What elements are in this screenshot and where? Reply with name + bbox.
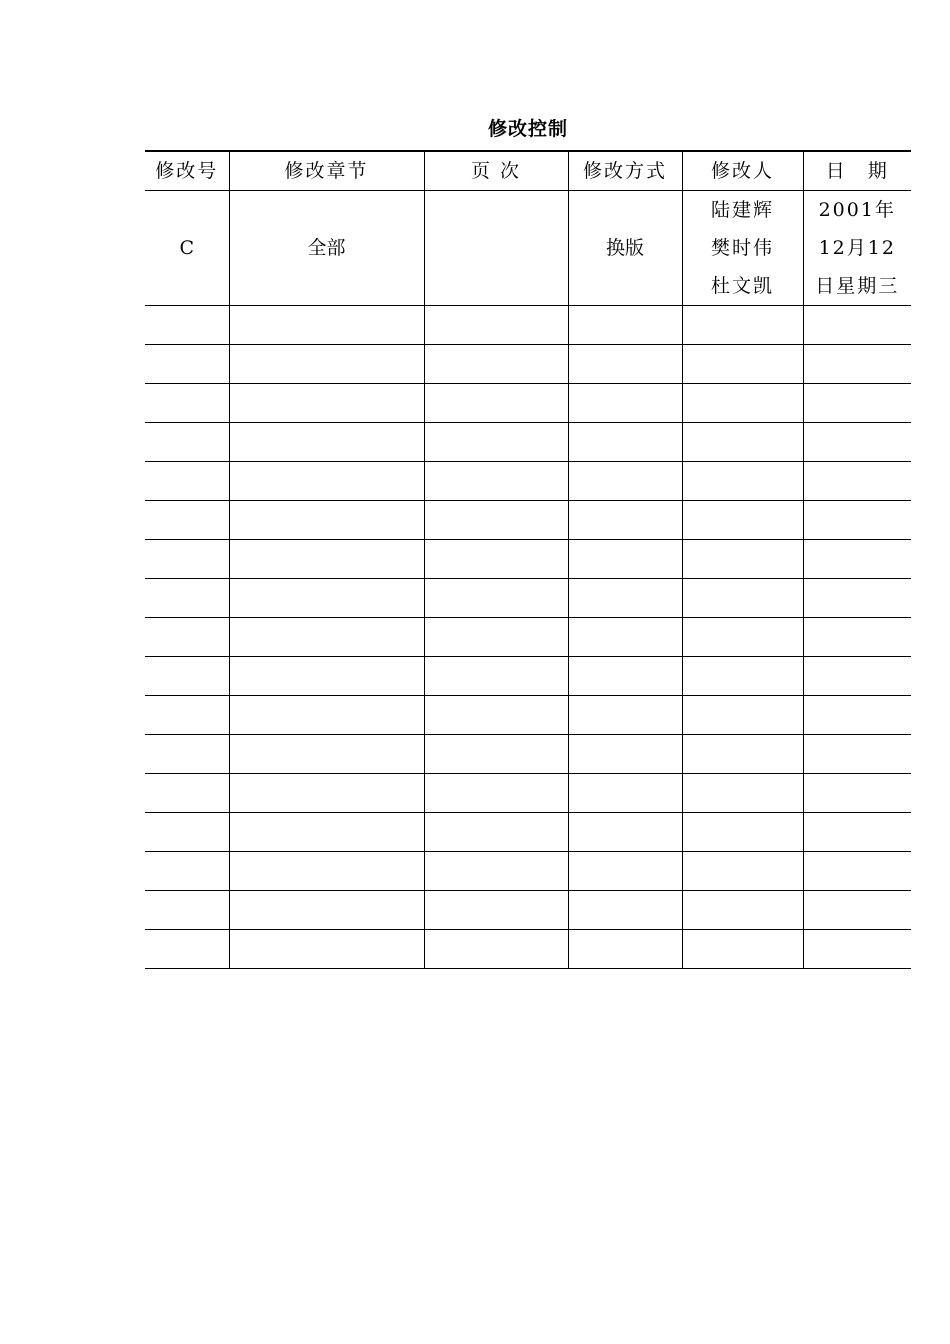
revision-no-cell (145, 345, 229, 384)
method-cell (568, 501, 682, 540)
revision-no-cell (145, 696, 229, 735)
table-row (145, 384, 911, 423)
pages-cell (424, 384, 568, 423)
date-cell (803, 501, 911, 540)
modifier-cell (682, 774, 803, 813)
modifier-name: 樊时伟 (710, 237, 774, 259)
date-cell (803, 423, 911, 462)
revision-no-cell (145, 423, 229, 462)
table-row (145, 540, 911, 579)
table-row (145, 930, 911, 969)
column-header-method: 修改方式 (568, 151, 682, 191)
section-cell (229, 696, 424, 735)
column-header-revision-no: 修改号 (145, 151, 229, 191)
section-cell (229, 813, 424, 852)
method-cell (568, 696, 682, 735)
method-cell (568, 618, 682, 657)
date-cell (803, 696, 911, 735)
modifier-cell (682, 618, 803, 657)
date-cell (803, 657, 911, 696)
table-row (145, 696, 911, 735)
date-cell (803, 306, 911, 345)
table-row (145, 579, 911, 618)
page-title: 修改控制 (487, 118, 568, 140)
method-cell (568, 579, 682, 618)
modifier-cell (682, 579, 803, 618)
modifier-name: 陆建辉 (710, 199, 774, 221)
date-line: 日星期三 (815, 275, 900, 297)
section-cell (229, 462, 424, 501)
modifier-cell (682, 423, 803, 462)
revision-no-cell (145, 891, 229, 930)
revision-no-cell (145, 306, 229, 345)
column-header-modifier: 修改人 (682, 151, 803, 191)
method-cell (568, 384, 682, 423)
modifier-cell (682, 191, 803, 306)
method-cell (568, 306, 682, 345)
table-row (145, 657, 911, 696)
table-row (145, 306, 911, 345)
method-cell (568, 423, 682, 462)
revision-no-cell (145, 852, 229, 891)
date-cell (803, 540, 911, 579)
method-cell (568, 657, 682, 696)
table-row (145, 618, 911, 657)
modifier-name: 杜文凯 (710, 275, 774, 297)
column-header-pages: 页 次 (424, 151, 568, 191)
table-row (145, 735, 911, 774)
method-cell (568, 891, 682, 930)
pages-cell (424, 501, 568, 540)
section-cell (229, 852, 424, 891)
modifier-cell (682, 813, 803, 852)
revision-control-table (145, 150, 911, 969)
column-header-date: 日 期 (803, 151, 911, 191)
pages-cell (424, 774, 568, 813)
section-cell (229, 774, 424, 813)
pages-cell (424, 423, 568, 462)
revision-no-cell (145, 540, 229, 579)
table-row (145, 191, 911, 306)
pages-cell (424, 191, 568, 306)
date-cell (803, 345, 911, 384)
pages-cell (424, 813, 568, 852)
table-row (145, 345, 911, 384)
date-cell (803, 384, 911, 423)
method-cell (568, 735, 682, 774)
revision-no-cell (145, 930, 229, 969)
pages-cell (424, 696, 568, 735)
pages-cell (424, 657, 568, 696)
modifier-cell (682, 735, 803, 774)
section-cell: 全部 (229, 191, 424, 306)
modifier-cell (682, 462, 803, 501)
revision-no-cell (145, 618, 229, 657)
table-row (145, 813, 911, 852)
modifier-cell (682, 930, 803, 969)
modifier-cell (682, 696, 803, 735)
table-row (145, 852, 911, 891)
pages-cell (424, 345, 568, 384)
section-cell (229, 618, 424, 657)
date-cell (803, 813, 911, 852)
section-cell (229, 306, 424, 345)
modifier-cell (682, 345, 803, 384)
pages-cell (424, 891, 568, 930)
section-cell (229, 345, 424, 384)
date-cell (803, 735, 911, 774)
revision-no-cell (145, 384, 229, 423)
pages-cell (424, 306, 568, 345)
section-cell (229, 930, 424, 969)
method-cell (568, 813, 682, 852)
section-cell (229, 891, 424, 930)
modifier-cell (682, 501, 803, 540)
revision-no-cell (145, 774, 229, 813)
revision-no-cell: C (145, 191, 229, 306)
revision-no-cell (145, 462, 229, 501)
modifier-cell (682, 891, 803, 930)
date-line: 2001年 (818, 199, 896, 221)
date-cell (803, 891, 911, 930)
date-cell (803, 618, 911, 657)
pages-cell (424, 618, 568, 657)
date-cell (803, 852, 911, 891)
section-cell (229, 579, 424, 618)
revision-no-cell (145, 501, 229, 540)
modifier-cell (682, 540, 803, 579)
modifier-cell (682, 384, 803, 423)
method-cell (568, 774, 682, 813)
date-cell (803, 579, 911, 618)
table-row (145, 462, 911, 501)
revision-no-cell (145, 813, 229, 852)
pages-cell (424, 462, 568, 501)
section-cell (229, 735, 424, 774)
pages-cell (424, 852, 568, 891)
section-cell (229, 384, 424, 423)
column-header-section: 修改章节 (229, 151, 424, 191)
table-row (145, 891, 911, 930)
date-cell (803, 930, 911, 969)
date-line: 12月12 (818, 237, 896, 259)
pages-cell (424, 579, 568, 618)
revision-no-cell (145, 735, 229, 774)
revision-no-cell (145, 579, 229, 618)
date-cell (803, 191, 911, 306)
section-cell (229, 657, 424, 696)
table-row (145, 501, 911, 540)
modifier-cell (682, 657, 803, 696)
pages-cell (424, 735, 568, 774)
method-cell (568, 462, 682, 501)
table-header-row (145, 151, 911, 191)
revision-no-cell (145, 657, 229, 696)
method-cell (568, 930, 682, 969)
method-cell (568, 345, 682, 384)
section-cell (229, 501, 424, 540)
date-cell (803, 774, 911, 813)
method-cell (568, 540, 682, 579)
table-row (145, 774, 911, 813)
pages-cell (424, 930, 568, 969)
table-row (145, 423, 911, 462)
method-cell (568, 852, 682, 891)
method-cell: 换版 (568, 191, 682, 306)
date-cell (803, 462, 911, 501)
modifier-cell (682, 852, 803, 891)
section-cell (229, 423, 424, 462)
pages-cell (424, 540, 568, 579)
section-cell (229, 540, 424, 579)
modifier-cell (682, 306, 803, 345)
